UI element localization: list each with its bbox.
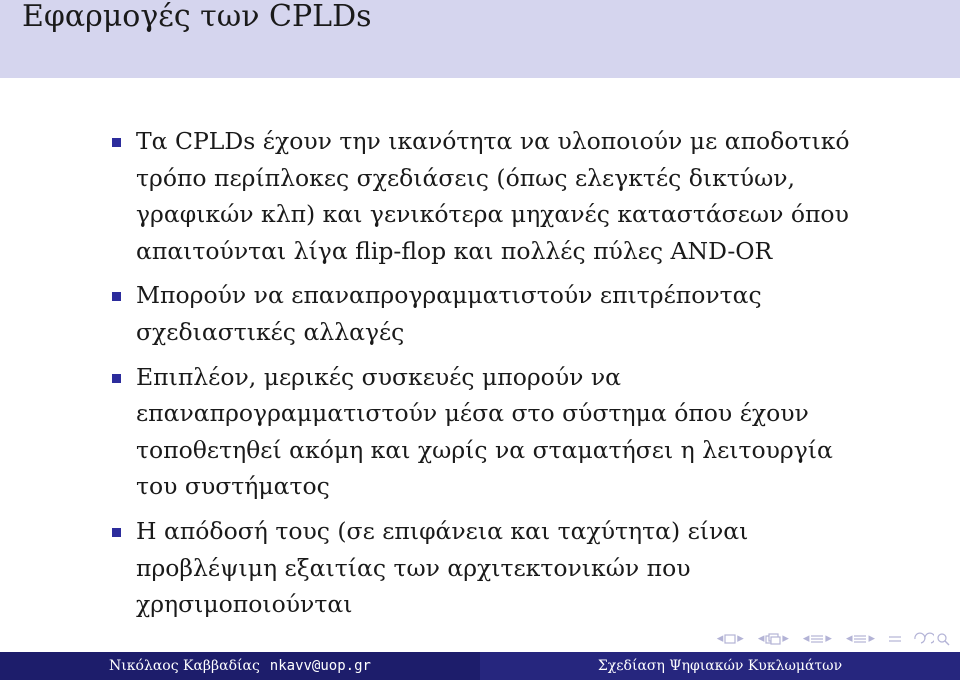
bullet-text-line: σχεδιαστικές αλλαγές — [136, 317, 405, 346]
nav-prev-icon[interactable]: ◂ — [845, 631, 853, 646]
nav-tools-group — [888, 632, 950, 646]
nav-presentation-group — [845, 628, 876, 650]
bullet-text-line: προβλέψιμη εξαιτίας των αρχιτεκτονικών που — [136, 553, 691, 582]
align-icon[interactable] — [888, 633, 902, 645]
section-icon[interactable] — [810, 633, 824, 645]
bullet-square-icon — [112, 138, 121, 147]
footer-course: Σχεδίαση Ψηφιακών Κυκλωμάτων — [597, 658, 843, 674]
footer-author-block — [0, 652, 480, 680]
nav-next-icon[interactable]: ▸ — [825, 631, 832, 646]
bullet-item — [112, 359, 932, 505]
bullet-text-line: Μπορούν να επαναπρογραμματιστούν επιτρέποντας — [136, 281, 762, 310]
nav-next-icon[interactable]: ▸ — [737, 631, 744, 646]
bullet-item — [112, 123, 932, 269]
nav-next-icon[interactable]: ▸ — [868, 631, 875, 646]
nav-next-icon[interactable]: ▸ — [782, 631, 789, 646]
beamer-navigation-bar — [704, 628, 950, 650]
bullet-item — [112, 277, 932, 350]
bullet-list — [112, 123, 932, 631]
slide-title: Εφαρμογές των CPLDs — [22, 0, 372, 34]
bullet-text-line: απαιτούνται λίγα flip-flop και πολλές πύλες AND-OR — [136, 236, 773, 265]
title-bar — [0, 0, 960, 78]
footer-email: nkavv@uop.gr — [269, 658, 371, 674]
bullet-text-line: Τα CPLDs έχουν την ικανότητα να υλοποιούν με αποδοτικό — [136, 127, 850, 155]
undo-icon[interactable] — [912, 632, 934, 646]
bullet-text-line: του συστήματος — [136, 472, 330, 501]
footer-course-block — [480, 652, 960, 680]
bullet-text-line: επαναπρογραμματιστούν μέσα στο σύστημα όπου έχουν — [136, 399, 809, 428]
nav-prev-icon[interactable]: ◂ — [716, 631, 724, 646]
nav-subsection-group — [757, 628, 790, 650]
nav-frame-group — [716, 628, 745, 650]
bullet-text-line: γραφικών κλπ) και γενικότερα μηχανές καταστάσεων όπου — [136, 200, 849, 229]
footer-author: Νικόλαος Καββαδίας — [109, 658, 260, 674]
bullet-text-line: τοποθετηθεί ακόμη και χωρίς να σταματήσει η λειτουργία — [136, 435, 833, 464]
bullet-item — [112, 513, 932, 623]
bullet-square-icon — [112, 374, 121, 383]
nav-prev-icon[interactable]: ◂ — [802, 631, 810, 646]
bullet-text-line: Επιπλέον, μερικές συσκευές μπορούν να — [136, 362, 622, 391]
presentation-icon[interactable] — [853, 633, 867, 645]
bullet-square-icon — [112, 528, 121, 537]
frame-icon[interactable] — [724, 634, 736, 644]
bullet-square-icon — [112, 292, 121, 301]
bullet-text-line: χρησιμοποιούνται — [136, 590, 353, 619]
bullet-text-line: τρόπο περίπλοκες σχεδιάσεις (όπως ελεγκτές δικτύων, — [136, 163, 795, 192]
bullet-text-line: Η απόδοσή τους (σε επιφάνεια και ταχύτητα) είναι — [136, 516, 749, 545]
zoom-icon[interactable] — [936, 632, 950, 646]
nav-prev-icon[interactable]: ◂ — [757, 631, 765, 646]
subsection-icon[interactable] — [765, 633, 781, 645]
footer — [0, 652, 960, 680]
nav-section-group — [802, 628, 833, 650]
